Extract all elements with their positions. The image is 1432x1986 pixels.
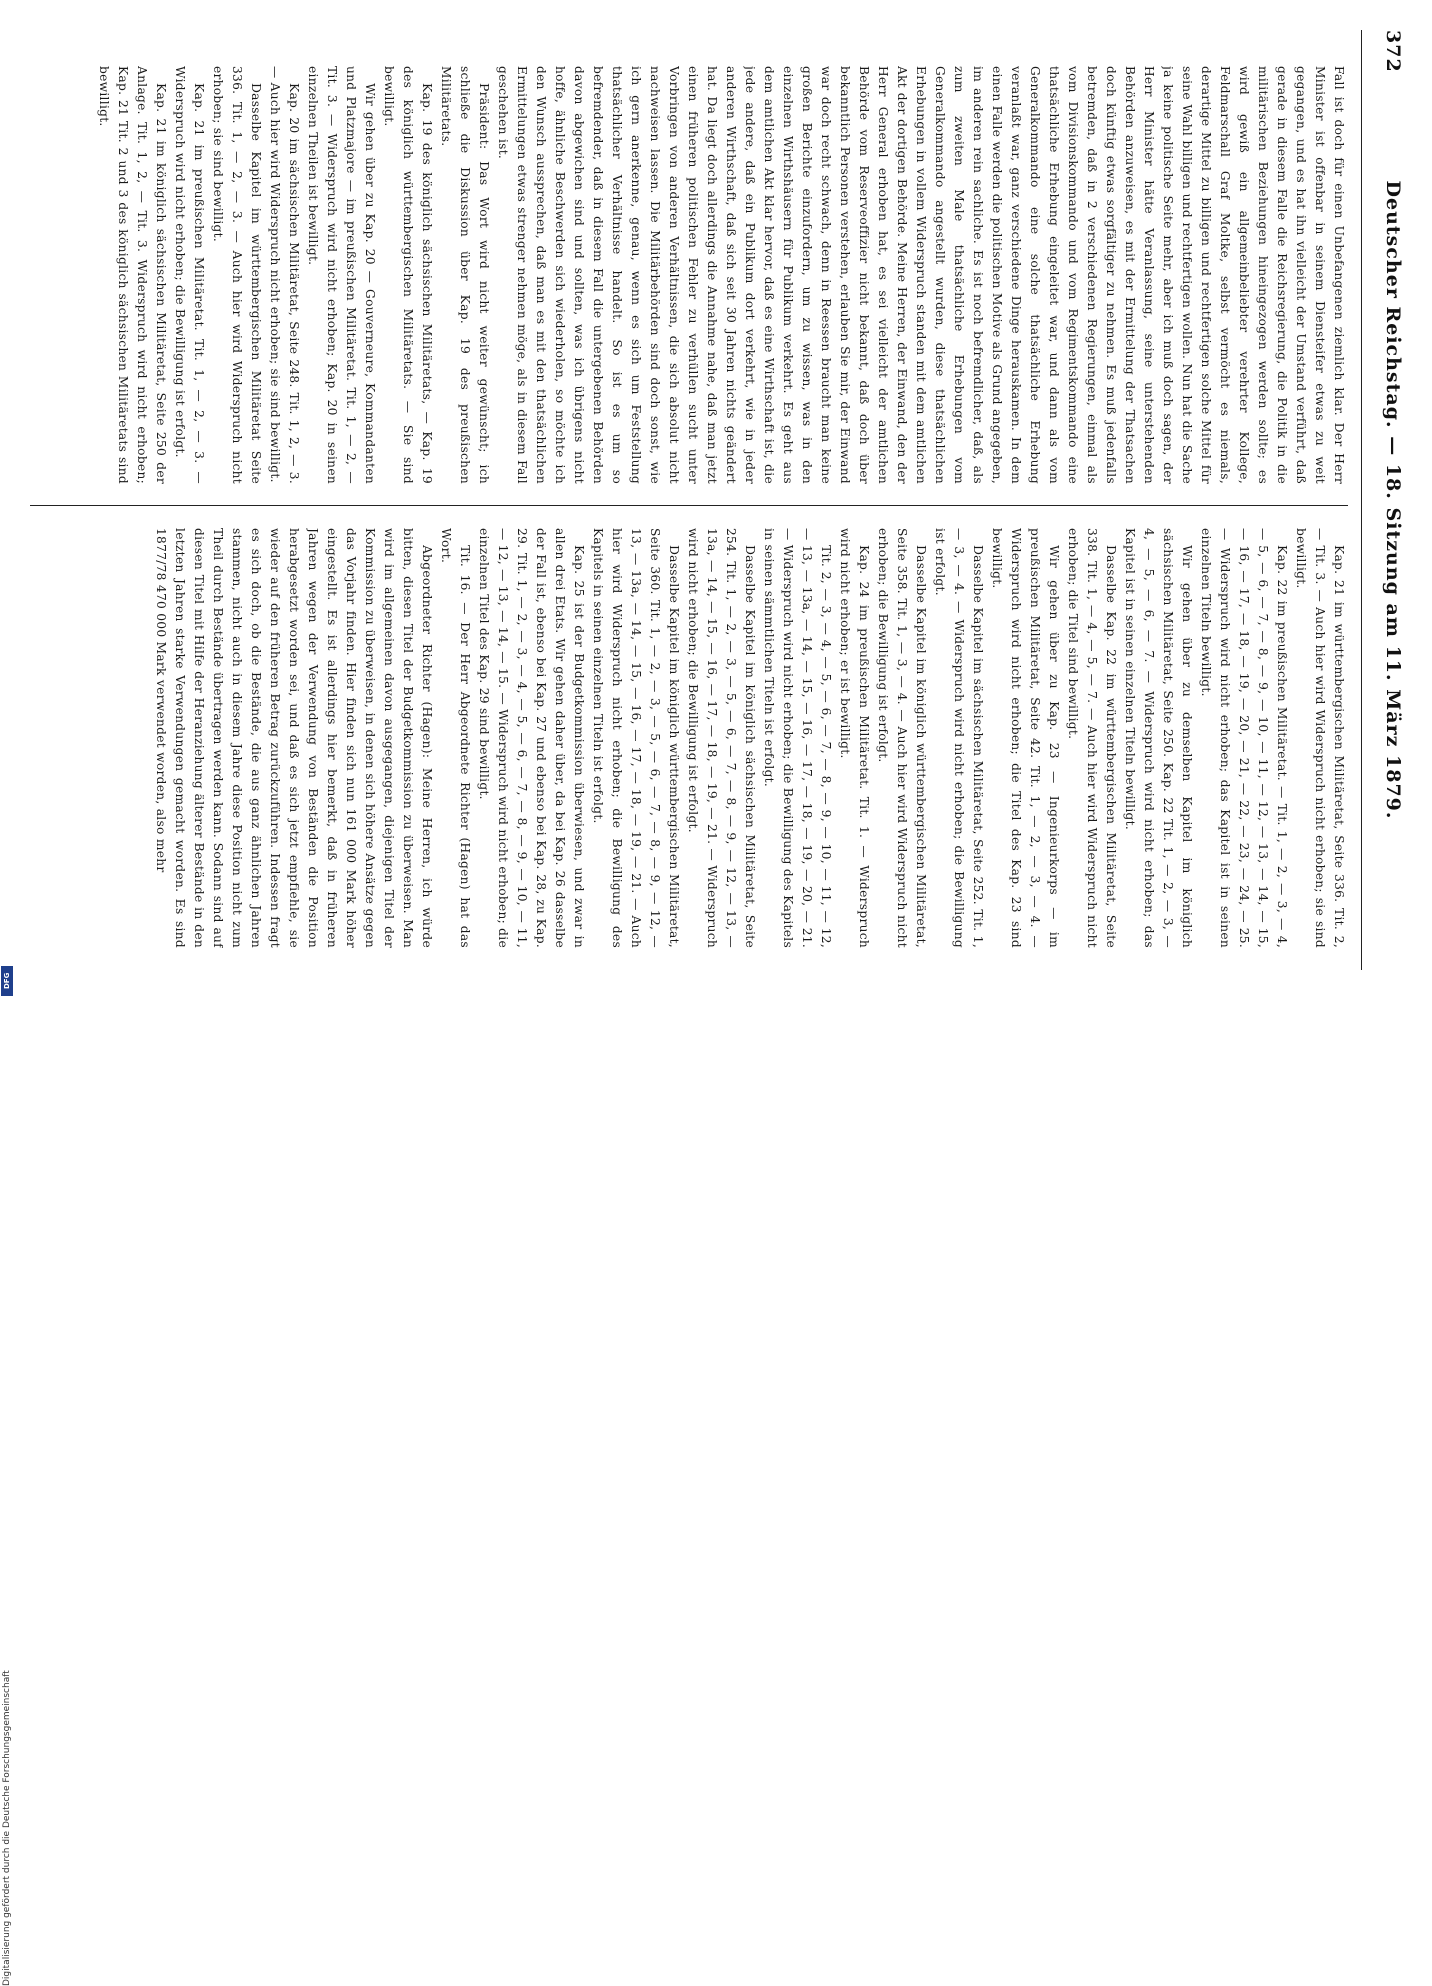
paragraph: Kap. 21 im preußischen Militäretat. Tit. 1, — 2, — 3. — Widerspruch wird nicht erhoben; die Bewilligung ist erfolgt. bbox=[173, 66, 206, 484]
paragraph: Wir gehen über zu Kap. 20 — Gouverneure, Kommandanten und Platzmajore — im preußischen Militäretat. Tit. 1, — 2, — Tit. 3. — Widerspruch wird nicht erhoben; Kap. 20 in seinen einzelnen Theilen ist bewilligt. bbox=[306, 66, 377, 484]
paragraph: Dasselbe Kapitel im königlich württembergischen Militäretat, Seite 360. Tit. 1, — 2, — 3, — 5, — 6, — 7, — 8, — 9, — 12, — 13, — 13a, — 14, — 15, — 16, — 17, — 18, — 19, — 21. — Auch hier wird Widerspruch nicht erhoben; die Bewilligung des Kapitels in seinen einzelnen Titeln ist erfolgt. bbox=[591, 528, 681, 948]
paragraph: Dasselbe Kapitel im königlich sächsischen Militäretat, Seite 254. Tit. 1, — 2, — 3, — 5, — 6, — 7, — 8, — 9, — 12, — 13, — 13a, — 14, — 15, — 16, — 17, — 18, — 19, — 21. — Widerspruch wird nicht erhoben; die Bewilligung ist erfolgt. bbox=[686, 528, 757, 948]
page-number: 372 bbox=[1382, 30, 1404, 73]
dfg-logo: DFG bbox=[1, 966, 13, 996]
paragraph: Tit. 16. — Der Herr Abgeordnete Richter (Hagen) hat das Wort. bbox=[439, 528, 472, 948]
paragraph: Abgeordneter Richter (Hagen): Meine Herren, ich würde bitten, diesen Titel der Budgetkommission zu überweisen. Man wird im allgemeinen davon ausgegangen, diejenigen Titel der Kommission zu überweisen, in denen sich höhere Ansätze gegen das Vorjahr finden. Hier finden sich nun 161 000 Mark höher eingestellt. Es ist allerdings hier bemerkt, daß in früheren Jahren wegen der Verwendung von Beständen die Position herabgesetzt worden sei, und daß es sich jetzt empfiehle, sie wieder auf den früheren Betrag zurückzuführen. Indessen fragt es sich doch, ob die Bestände, die aus ganz ähnlichen Jahren stammen, nicht auch in diesem Jahre diese Position nicht zum Theil durch Bestände übertragen werden kann. Sodann sind auf diesen Titel mit Hilfe der Heranziehung älterer Bestände in den letzten Jahren starke Verwendungen gemacht worden. Es sind 1877/78 470 000 Mark verwendet worden, also mehr bbox=[154, 528, 434, 948]
column-divider bbox=[30, 505, 1348, 506]
right-column bbox=[20, 528, 1348, 948]
paragraph: Dasselbe Kap. 22 im württembergischen Militäretat, Seite 338. Tit. 1, — 4, — 5, — 7. — Auch hier wird Widerspruch nicht erhoben; die Titel sind bewilligt. bbox=[1066, 528, 1118, 948]
paragraph: Kap. 21 im württembergischen Militäretat, Seite 336. Tit. 2, — Tit. 3. — Auch hier wird Widerspruch nicht erhoben; sie sind bewilligt. bbox=[1294, 528, 1346, 948]
paragraph: Kap. 19 des königlich sächsischen Militäretats, — Kap. 19 des königlich württembergischen Militäretats. — Sie sind bewilligt. bbox=[382, 66, 434, 484]
paragraph: Kap. 22 im preußischen Militäretat. — Tit. 1, — 2, — 3, — 4, — 5, — 6, — 7, — 8, — 9, — 10, — 11, — 12, — 13, — 14, — 15, — 16, — 17, — 18, — 19, — 20, — 21, — 22, — 23, — 24, — 25. — Widerspruch wird nicht erhoben; das Kapitel ist in seinen einzelnen Titeln bewilligt. bbox=[1199, 528, 1289, 948]
header-rule bbox=[1361, 30, 1362, 970]
paragraph: Kap. 25 ist der Budgetkommission überwiesen, und zwar in allen drei Etats. Wir gehen daher über, da bei Kap. 26 dasselbe der Fall ist, ebenso bei Kap. 27 und ebenso bei Kap. 28, zu Kap. 29. Tit. 1, — 2, — 3, — 4, — 5, — 6, — 7, — 8, — 9, — 10, — 11, — 12, — 13, — 14, — 15. — Widerspruch wird nicht erhoben; die einzelnen Titel des Kap. 29 sind bewilligt. bbox=[477, 528, 586, 948]
paragraph: Wir gehen über zu demselben Kapitel im königlich sächsischen Militäretat, Seite 250. Kap. 22 Tit. 1, — 2, — 3, — 4, — 5, — 6, — 7. — Widerspruch wird nicht erhoben; das Kapitel ist in seinen einzelnen Titeln bewilligt. bbox=[1123, 528, 1194, 948]
paragraph: Kap. 20 im sächsischen Militäretat, Seite 248. Tit. 1, 2, — 3. — Auch hier wird Widerspruch nicht erhoben; sie sind bewilligt. bbox=[268, 66, 301, 484]
paragraph: Wir gehen über zu Kap. 23 — Ingenieurkorps — im preußischen Militäretat, Seite 42. Tit. 1, — 2, — 3, — 4. — Widerspruch wird nicht erhoben; die Titel des Kap. 23 sind bewilligt. bbox=[990, 528, 1061, 948]
page-header bbox=[1376, 30, 1410, 970]
paragraph: Tit. 2, — 3, — 4, — 5, — 6, — 7, — 8, — 9, — 10, — 11, — 12, — 13, — 13a, — 14, — 15, — 16, — 17, — 18, — 19, — 20, — 21. — Widerspruch wird nicht erhoben; die Bewilligung des Kapitels in seinen sämmtlichen Titeln ist erfolgt. bbox=[762, 528, 833, 948]
paragraph: Dasselbe Kapitel im sächsischen Militäretat, Seite 252. Tit. 1, — 3, — 4. — Widerspruch wird nicht erhoben; die Bewilligung ist erfolgt. bbox=[933, 528, 985, 948]
paragraph: Fall ist doch für einen Unbefangenen ziemlich klar. Der Herr Minister ist offenbar in seinem Diensteifer etwas zu weit gegangen, und es hat ihn vielleicht der Umstand verführt, daß gerade in diesem Falle die Reichsregierung, die Politik in die militärischen Beziehungen hineingezogen werden sollte; es wird gewiß ein allgemeinbeliebter verehrter Kollege, Feldmarschall Graf Moltke, selbst vermöcht es niemals, derartige Mittel zu billigen und rechtfertigen solche Mittel für seine Wahl billigen und rechtfertigen wollen. Nun hat die Sache ja keine politische Seite mehr, aber ich muß doch sagen, der Herr Minister hätte Veranlassung, seine unterstehenden Behörden anzuweisen, es mit der Ermittelung der Thatsachen doch künftig etwas sorgfältiger zu nehmen. Es muß jedenfalls betremden, daß in 2 verschiedenen Regierungen, einmal als vom Divisionskommando und vom Regimentskommando eine thatsächliche Erhebung eingeleitet war, und dann als vom Generalkommando eine solche thatsächliche Erhebung veranlaßt war, ganz verschiedene Dinge herauskamen. In dem einen Falle werden die politischen Motive als Grund angegeben, im anderen rein sachliche. Es ist noch befremdlicher, daß, als zum zweiten Male thatsächliche Erhebungen vom Generalkommando angestellt wurden, diese thatsächlichen Erhebungen in vollem Widerspruch standen mit dem amtlichen Akt der dortigen Behörde. Meine Herren, der Einwand, den der Herr General erhoben hat, es sei vielleicht der amtlichen Behörde vom Reserveoffizier nicht bekannt, daß doch über bekanntlich Personen verstehen, erlauben Sie mir, der Einwand war doch recht schwach, denn in Reessen braucht man keine großen Berichte einzufordern, um zu wissen, was in den einzelnen Wirthshäusern für Publikum verkehrt. Es geht aus dem amtlichen Akt klar hervor, daß es eine Wirthschaft ist, die jede andere, daß ein Publikum dort verkehrt, wie in jeder anderen Wirthschaft, daß sich seit 30 Jahren nichts geändert hat. Da liegt doch allerdings die Annahme nahe, daß man jetzt einen früheren politischen Fehler zu verhüllen sucht unter Vorbringen von anderen Verhältnissen, die sich absolut nicht nachweisen lassen. Die Militärbehörden sind doch sonst, wie ich gern anerkenne, genau, wenn es sich um Feststellung thatsächlicher Verhältnisse handelt. So ist es um so befremdender, daß in diesem Fall die untergebenen Behörden davon abgewichen sind und sollten, was ich übrigens nicht hoffe, ähnliche Beschwerden sich wiederholen, so möchte ich den Wunsch aussprechen, daß man es mit den thatsächlichen Ermittelungen etwas strenger nehmen möge, als in diesem Fall geschehen ist. bbox=[496, 66, 1346, 484]
paragraph: Dasselbe Kapitel im königlich württembergischen Militäretat, Seite 358. Tit. 1, — 3, — 4. — Auch hier wird Widerspruch nicht erhoben; die Bewilligung ist erfolgt. bbox=[876, 528, 928, 948]
paragraph: Dasselbe Kapitel im württembergischen Militäretat Seite 336. Tit. 1, — 2, — 3. — Auch hier wird Widerspruch nicht erhoben; sie sind bewilligt. bbox=[211, 66, 263, 484]
paragraph: Kap. 24 im preußischen Militäretat. Tit. 1. — Widerspruch wird nicht erhoben; er ist bewilligt. bbox=[838, 528, 871, 948]
left-column bbox=[20, 66, 1348, 484]
paragraph: Kap. 21 im königlich sächsischen Militäretat, Seite 250 der Anlage. Tit. 1, 2, — Tit. 3. Widerspruch wird nicht erhoben; Kap. 21 Tit. 2 und 3 des königlich sächsischen Militäretats sind bewilligt. bbox=[97, 66, 168, 484]
digitization-notice: Digitalisierung gefördert durch die Deutsche Forschungsgemeinschaft bbox=[2, 1670, 12, 1986]
paragraph: Präsident: Das Wort wird nicht weiter gewünscht; ich schließe die Diskussion über Kap. 19 des preußischen Militäretats. bbox=[439, 66, 491, 484]
page-title: Deutscher Reichstag. — 18. Sitzung am 11. März 1879. bbox=[1382, 180, 1404, 820]
